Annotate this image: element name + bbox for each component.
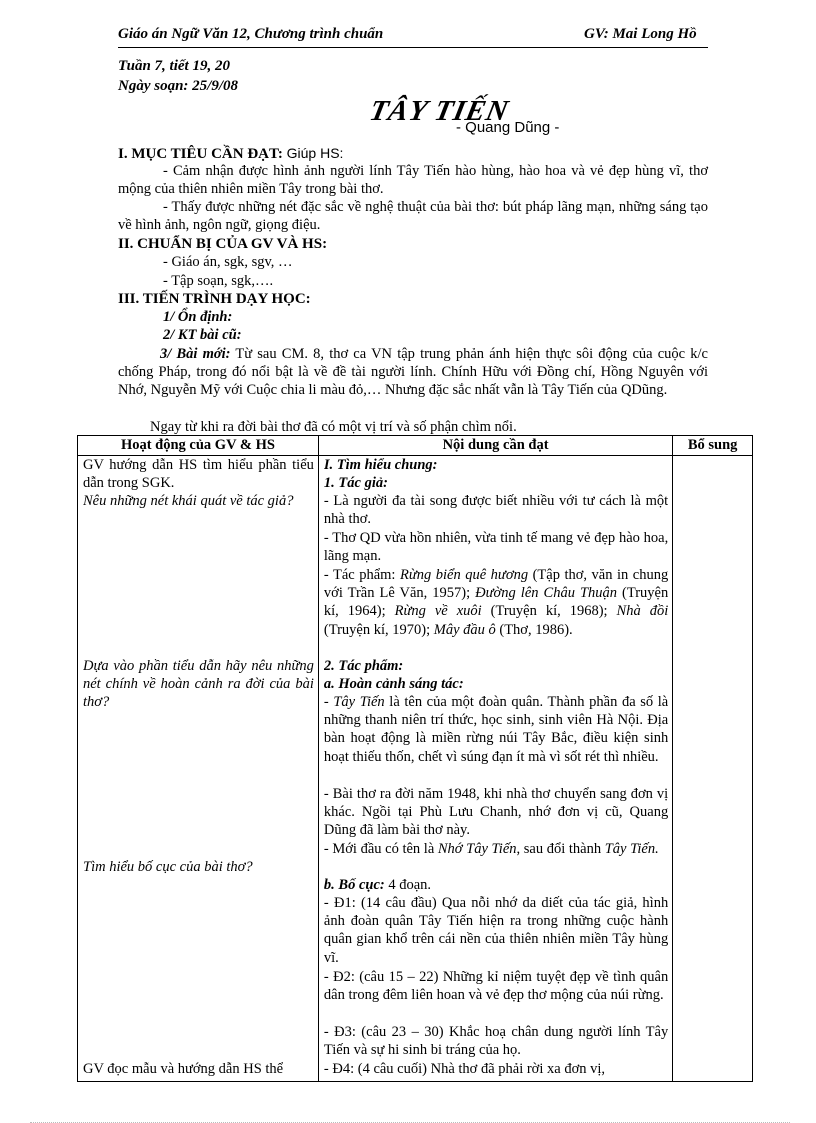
content-context-heading: a. Hoàn cảnh sáng tác: [323, 676, 464, 692]
header-course-title: Giáo án Ngữ Văn 12, Chương trình chuẩn [118, 26, 384, 42]
header-supplement: Bổ sung [673, 436, 753, 456]
work-1-note: (Tập thơ, văn in chung với Trần Lê Văn, 1957); [323, 567, 669, 602]
content-works [324, 566, 668, 639]
context-3-old-name: Nhớ Tây Tiến [437, 841, 517, 857]
structure-part-4: - Đ4: (4 câu cuối) Nhà thơ đã phải rời xa đơn vị, [323, 1061, 606, 1077]
content-cell [318, 456, 672, 1082]
context-3-prefix: - Mới đầu có tên là [323, 841, 438, 857]
work-3: Rừng về xuôi [394, 603, 482, 620]
poem-author: - Quang Dũng - [456, 119, 560, 136]
activity-context-question: Dựa vào phần tiểu dẫn hãy nêu những nét chính về hoàn cảnh ra đời của bài thơ? [83, 658, 314, 711]
lesson-week: Tuần 7, tiết 19, 20 [118, 58, 230, 74]
poem-title: TÂY TIẾN [366, 95, 512, 127]
preparation-item-2: - Tập soạn, sgk,…. [163, 273, 274, 289]
content-author-heading: 1. Tác giả: [323, 475, 388, 491]
content-general-heading: I. Tìm hiểu chung: [323, 457, 438, 473]
section-objectives-heading [118, 144, 343, 163]
content-work-heading: 2. Tác phẩm: [323, 658, 404, 674]
header-divider [118, 47, 708, 48]
activity-structure-question: Tìm hiểu bố cục của bài thơ? [83, 859, 253, 875]
step-review: 2/ KT bài cũ: [163, 327, 242, 343]
structure-part-1: - Đ1: (14 câu đầu) Qua nỗi nhớ da diết của tác giả, hình ảnh đoàn quân Tây Tiến hiện ra trong những cuộc hành quân gian khổ trên cái nền của thiên nhiên miền Tây hùng vĩ. [323, 895, 669, 966]
context-3-new-name: Tây Tiến. [604, 841, 659, 857]
content-context-3 [324, 840, 668, 858]
content-structure [324, 876, 668, 894]
header-teacher: GV: Mai Long Hồ [584, 26, 697, 42]
content-author-2: - Thơ QD vừa hồn nhiên, vừa tinh tế mang vẻ đẹp hào hoa, lãng mạn. [323, 530, 669, 565]
new-lesson-more: Ngay từ khi ra đời bài thơ đã có một vị trí và số phận chìm nổi. [150, 419, 517, 435]
structure-part-2: - Đ2: (câu 15 – 22) Những kỉ niệm tuyệt đẹp về tình quân dân trong đêm liên hoan và vẻ đẹp thơ mộng của núi rừng. [323, 969, 669, 1004]
context-1-prefix: - [323, 694, 334, 710]
table-row [78, 456, 753, 1082]
table-header-row [78, 436, 753, 456]
work-5: Mây đầu ô [433, 621, 496, 638]
work-2-note: (Truyện kí, 1964); [323, 585, 669, 620]
context-1-text: là tên của một đoàn quân. Thành phần đa số là những thanh niên trí thức, học sinh, sinh viên Hà Nội. Địa bàn hoạt động là miền rừng núi Tây Bắc, điều kiện sinh hoạt thiếu thốn, chết vì súng đạn ít mà vì sốt rét thì nhiều. [323, 694, 669, 765]
work-2: Đường lên Châu Thuận [475, 585, 618, 602]
work-4: Nhà đồi [616, 603, 669, 620]
work-1: Rừng biển quê hương [399, 567, 529, 583]
activity-reading: GV đọc mẫu và hướng dẫn HS thể [83, 1061, 284, 1077]
lesson-plan-table [77, 435, 753, 1082]
section-process-heading: III. TIẾN TRÌNH DẠY HỌC: [118, 291, 311, 307]
activity-intro: GV hướng dẫn HS tìm hiểu phần tiểu dẫn trong SGK. [83, 457, 314, 492]
header-activities: Hoạt động của GV & HS [78, 436, 319, 456]
work-5-note: (Thơ, 1986). [495, 621, 573, 638]
new-lesson-text: Từ sau CM. 8, thơ ca VN tập trung phản ánh hiện thực sôi động của cuộc k/c chống Pháp, trong đó nổi bật là về đề tài người lính. Chính Hữu với Đồng chí, Hồng Nguyên với Nhớ, Nguyễn Mỹ với Cuộc chia li màu đỏ,… Nhưng đặc sắc nhất vẫn là Tây Tiến của QDũng. [118, 346, 708, 398]
objectives-heading-text: I. MỤC TIÊU CẦN ĐẠT: [118, 146, 283, 162]
step-stabilize: 1/ Ổn định: [163, 309, 233, 325]
work-3-note: (Truyện kí, 1968); [481, 603, 617, 620]
objectives-heading-tail: Giúp HS: [286, 145, 344, 161]
section-preparation-heading: II. CHUẨN BỊ CỦA GV VÀ HS: [118, 236, 328, 252]
work-4-note: (Truyện kí, 1970); [323, 621, 434, 638]
content-author-1: - Là người đa tài song được biết nhiều với tư cách là một nhà thơ. [323, 493, 669, 528]
content-context-2: - Bài thơ ra đời năm 1948, khi nhà thơ chuyển sang đơn vị khác. Ngồi tại Phù Lưu Chanh, nhớ đơn vị cũ, Quang Dũng đã làm bài thơ này. [323, 786, 669, 839]
structure-heading: b. Bố cục: [323, 877, 385, 893]
lesson-date: Ngày soạn: 25/9/08 [118, 78, 238, 94]
content-context-1 [324, 693, 668, 766]
structure-part-3: - Đ3: (câu 23 – 30) Khắc hoạ chân dung người lính Tây Tiến và sự hi sinh bi tráng của họ. [323, 1024, 669, 1059]
new-lesson-label: 3/ Bài mới: [160, 346, 231, 362]
objective-1: - Cảm nhận được hình ảnh người lính Tây Tiến hào hùng, hào hoa và vẻ đẹp hùng vĩ, thơ mộng của thiên nhiên miền Tây trong bài thơ. [118, 163, 708, 197]
supplement-cell [673, 456, 753, 1082]
activity-author-question: Nêu những nét khái quát về tác giả? [83, 493, 294, 509]
objective-2: - Thấy được những nét đặc sắc về nghệ thuật của bài thơ: bút pháp lãng mạn, những sáng tạo về hình ảnh, ngôn ngữ, giọng điệu. [118, 199, 708, 233]
structure-tail: 4 đoạn. [384, 877, 432, 893]
header-content: Nội dung cần đạt [318, 436, 672, 456]
step-new-lesson [118, 345, 708, 399]
context-3-mid: , sau đổi thành [516, 841, 605, 857]
preparation-item-1: - Giáo án, sgk, sgv, … [163, 254, 293, 270]
works-prefix: - Tác phẩm: [323, 567, 400, 583]
activities-cell [78, 456, 319, 1082]
context-1-name: Tây Tiến [333, 694, 385, 710]
